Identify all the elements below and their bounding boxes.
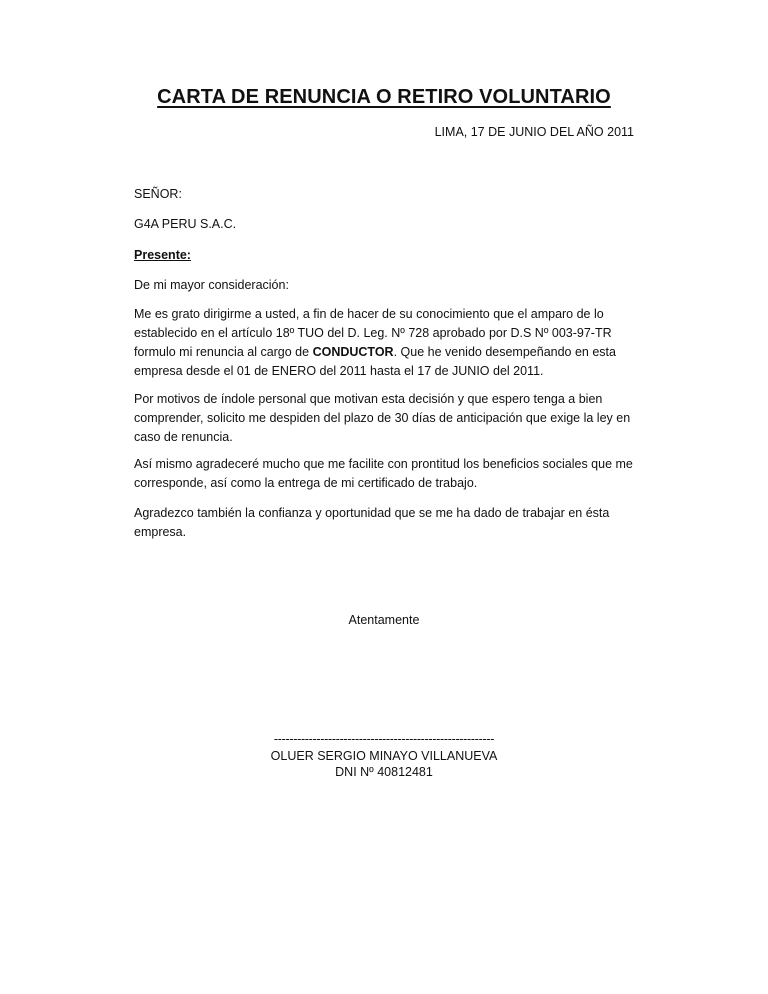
greeting: De mi mayor consideración: bbox=[134, 278, 289, 292]
closing: Atentamente bbox=[348, 613, 420, 627]
paragraph-resignation-part1: Me es grato dirigirme a usted, a fin de hacer de su conocimiento que el amparo de lo establecido en el artículo 18º TUO del D. Leg. Nº 728 aprobado por D.S Nº 003-97-TR formulo mi renuncia al cargo de bbox=[134, 307, 612, 359]
signer-name: OLUER SERGIO MINAYO VILLANUEVA bbox=[270, 749, 498, 763]
recipient-company: G4A PERU S.A.C. bbox=[134, 217, 237, 231]
signature-line: --------------------------------------------------------- bbox=[273, 732, 495, 746]
paragraph-resignation bbox=[134, 305, 646, 381]
letter-title: CARTA DE RENUNCIA O RETIRO VOLUNTARIO bbox=[157, 86, 611, 108]
letter-date: LIMA, 17 DE JUNIO DEL AÑO 2011 bbox=[434, 125, 634, 139]
salutation: SEÑOR: bbox=[134, 187, 182, 201]
signer-dni: DNI Nº 40812481 bbox=[335, 765, 433, 779]
paragraph-resignation-part2: . Que he venido desempeñando en esta empresa desde el 01 de ENERO del 2011 hasta el 17 de JUNIO del 2011. bbox=[134, 345, 616, 378]
presente-label: Presente: bbox=[134, 248, 191, 262]
paragraph-benefits: Así mismo agradeceré mucho que me facilite con prontitud los beneficios sociales que me corresponde, así como la entrega de mi certificado de trabajo. bbox=[134, 457, 633, 490]
paragraph-thanks: Agradezco también la confianza y oportunidad que se me ha dado de trabajar en ésta empresa. bbox=[134, 506, 610, 539]
job-position: CONDUCTOR bbox=[312, 345, 394, 359]
paragraph-reasons: Por motivos de índole personal que motivan esta decisión y que espero tenga a bien comprender, solicito me despiden del plazo de 30 días de anticipación que exige la ley en caso de renuncia. bbox=[134, 392, 631, 444]
